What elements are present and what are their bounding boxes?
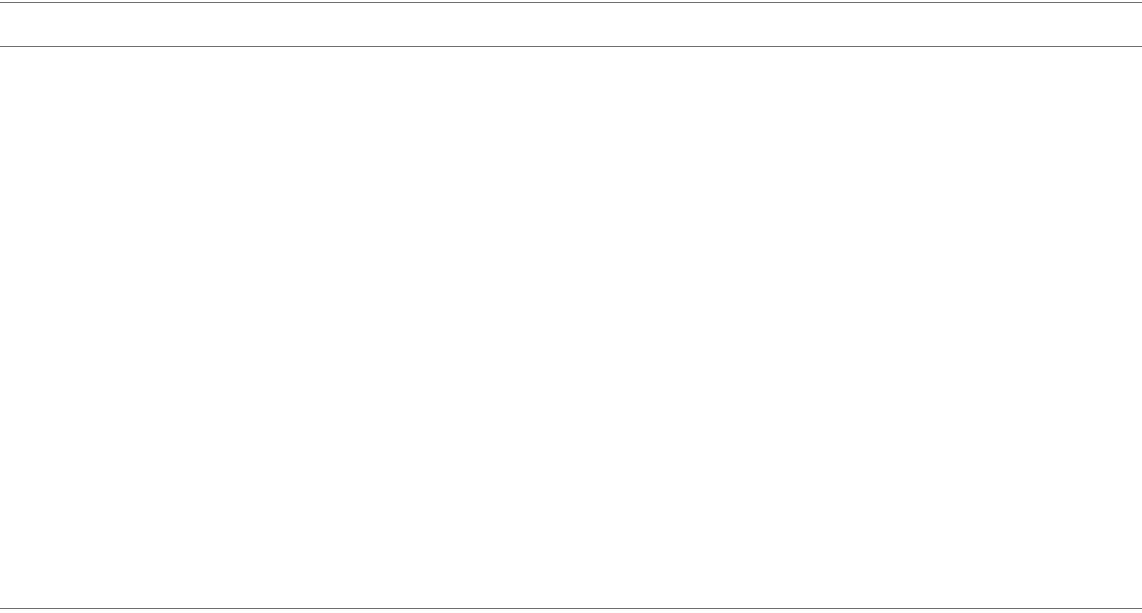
table-bottom-rule	[0, 608, 1142, 609]
table-top-rule	[0, 2, 1142, 3]
header-divider-rule	[0, 46, 1142, 47]
